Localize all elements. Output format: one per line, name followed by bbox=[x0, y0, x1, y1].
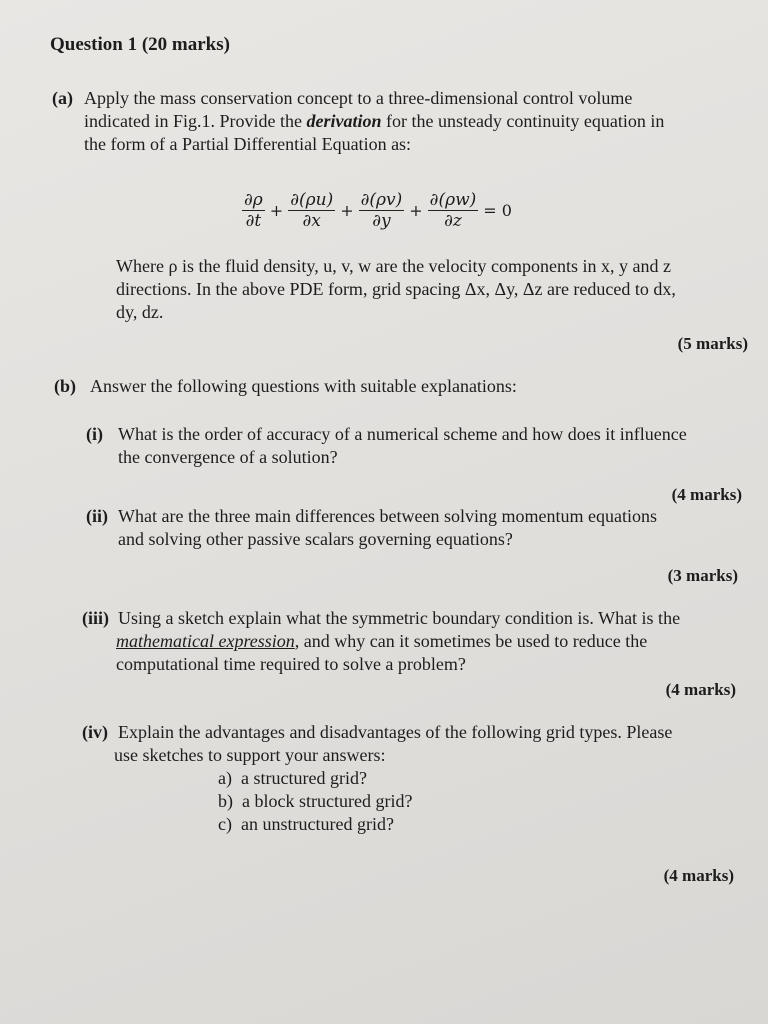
eq-term-2-denominator: ∂x bbox=[302, 211, 321, 231]
part-b-iii-line-2 bbox=[116, 631, 647, 652]
part-b-ii-line-2: and solving other passive scalars governing equations? bbox=[118, 529, 513, 549]
eq-plus-2: + bbox=[340, 201, 354, 220]
where-line-1: Where ρ is the fluid density, u, v, w are the velocity components in x, y and z bbox=[116, 256, 672, 276]
part-b-ii-line-1: What are the three main differences between solving momentum equations bbox=[118, 506, 657, 526]
part-a-marks: (5 marks) bbox=[677, 334, 748, 353]
part-b-label: (b) bbox=[54, 376, 76, 396]
part-b-iii-line-2-post: , and why can it sometimes be used to reduce the bbox=[294, 631, 648, 651]
eq-term-2-numerator: ∂(ρu) bbox=[290, 190, 334, 210]
grid-type-item-a bbox=[218, 768, 367, 789]
eq-plus-3: + bbox=[409, 201, 423, 220]
part-a-line-1: Apply the mass conservation concept to a three-dimensional control volume bbox=[84, 88, 633, 108]
grid-type-item-a-text: a structured grid? bbox=[240, 768, 367, 788]
grid-type-item-b-text: a block structured grid? bbox=[242, 791, 413, 811]
mathematical-expression-underlined: mathematical expression bbox=[116, 631, 295, 651]
grid-type-item-c-text: an unstructured grid? bbox=[240, 814, 394, 834]
part-a-line-2 bbox=[84, 111, 664, 132]
eq-term-4-numerator: ∂(ρw) bbox=[429, 190, 477, 210]
part-b-iii-marks: (4 marks) bbox=[665, 680, 736, 699]
eq-plus-1: + bbox=[269, 201, 284, 220]
eq-term-3-denominator: ∂y bbox=[372, 211, 391, 231]
part-a-line-2-pre: indicated in Fig.1. Provide the bbox=[84, 111, 307, 131]
eq-term-4-denominator: ∂z bbox=[444, 211, 462, 231]
part-b-i-marks: (4 marks) bbox=[671, 485, 742, 504]
where-line-2: directions. In the above PDE form, grid spacing Δx, Δy, Δz are reduced to dx, bbox=[116, 279, 676, 299]
part-b-ii-marks: (3 marks) bbox=[667, 566, 738, 585]
eq-term-flux-z bbox=[428, 190, 479, 231]
part-b-iv-label: (iv) bbox=[82, 722, 108, 742]
eq-rhs: = 0 bbox=[483, 201, 512, 220]
part-b-iv-marks: (4 marks) bbox=[663, 866, 734, 885]
eq-term-3-numerator: ∂(ρv) bbox=[360, 190, 403, 210]
grid-type-item-c-letter: c) bbox=[218, 814, 232, 834]
part-b-intro: Answer the following questions with suitable explanations: bbox=[90, 376, 517, 396]
part-b-i-line-2: the convergence of a solution? bbox=[118, 447, 338, 467]
eq-term-flux-x bbox=[288, 190, 335, 231]
derivation-emphasis: derivation bbox=[306, 111, 382, 131]
part-b-iv-line-2: use sketches to support your answers: bbox=[114, 745, 386, 765]
continuity-equation bbox=[240, 190, 515, 231]
grid-type-item-c bbox=[218, 814, 394, 835]
part-a-label: (a) bbox=[52, 88, 73, 108]
part-b-i-line-1: What is the order of accuracy of a numerical scheme and how does it influence bbox=[118, 424, 687, 444]
part-b-iii-line-1: Using a sketch explain what the symmetric boundary condition is. What is the bbox=[118, 608, 681, 628]
part-a-line-2-post: for the unsteady continuity equation in bbox=[381, 111, 665, 131]
part-b-i-label: (i) bbox=[86, 424, 103, 444]
part-b-iii-line-3: computational time required to solve a problem? bbox=[116, 654, 466, 674]
eq-term-density-time bbox=[242, 190, 265, 231]
grid-type-item-b-letter: b) bbox=[218, 791, 233, 811]
part-b-iii-label: (iii) bbox=[82, 608, 109, 628]
eq-term-1-denominator: ∂t bbox=[245, 211, 262, 231]
where-line-3: dy, dz. bbox=[116, 302, 164, 322]
part-b-ii-label: (ii) bbox=[86, 506, 108, 526]
grid-type-item-a-letter: a) bbox=[218, 768, 232, 788]
question-title: Question 1 (20 marks) bbox=[50, 34, 230, 55]
eq-term-flux-y bbox=[359, 190, 405, 231]
grid-type-item-b bbox=[218, 791, 412, 812]
part-a-line-3: the form of a Partial Differential Equation as: bbox=[84, 134, 412, 154]
part-b-iv-line-1: Explain the advantages and disadvantages of the following grid types. Please bbox=[118, 722, 673, 742]
eq-term-1-numerator: ∂ρ bbox=[244, 190, 263, 210]
